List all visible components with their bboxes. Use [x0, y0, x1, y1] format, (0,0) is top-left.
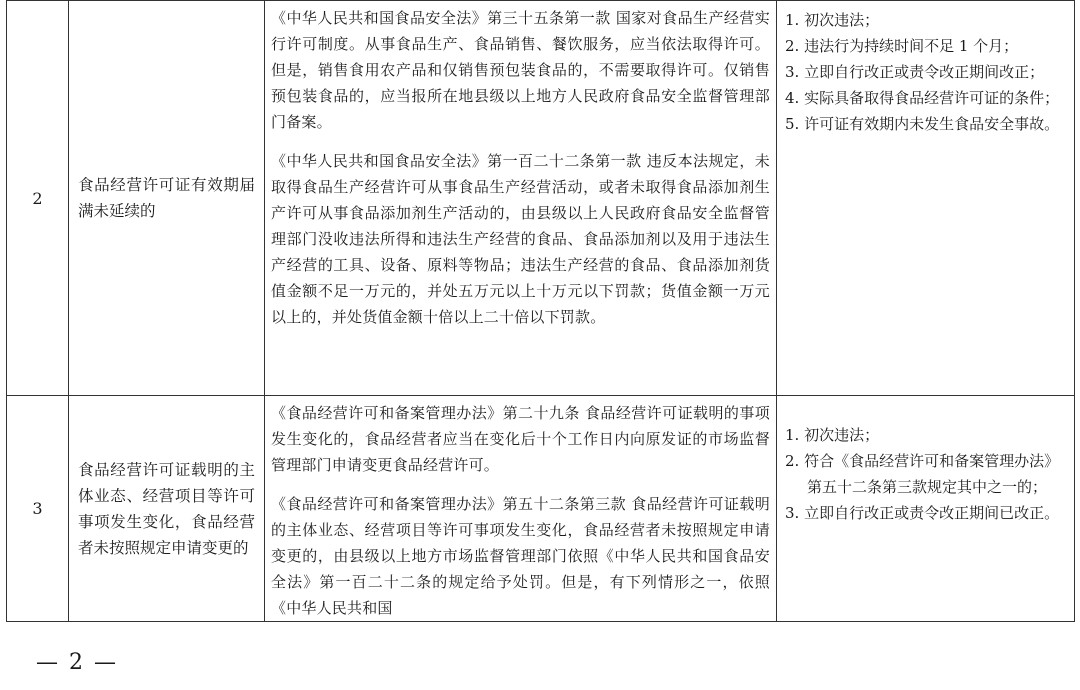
violation-case-text: 食品经营许可证载明的主体业态、经营项目等许可事项发生变化，食品经营者未按照规定申请变更的 — [78, 460, 255, 557]
condition-item: 1. 初次违法； — [785, 11, 880, 29]
condition-item: 5. 许可证有效期内未发生食品安全事故。 — [785, 115, 1060, 133]
table-row — [7, 1, 1075, 396]
legal-basis-paragraph: 《食品经营许可和备案管理办法》第五十二条第三款 食品经营许可证载明的主体业态、经营项目等许可事项发生变化，食品经营者未按照规定申请变更的，由县级以上地方市场监督管理部门依照《中华人民共和国食品安全法》第一百二十二条的规定给予处罚。但是，有下列情形之一，依照《中华人民共和国 — [271, 495, 770, 617]
legal-basis — [265, 1, 777, 396]
exemption-conditions — [777, 396, 1075, 622]
violation-case-text: 食品经营许可证有效期届满未延续的 — [78, 176, 255, 220]
condition-item: 2. 符合《食品经营许可和备案管理办法》第五十二条第三款规定其中之一的； — [785, 452, 1060, 496]
condition-item: 1. 初次违法； — [785, 426, 880, 444]
violation-case — [69, 396, 265, 622]
condition-list — [785, 422, 1070, 526]
legal-basis-paragraph: 《中华人民共和国食品安全法》第三十五条第一款 国家对食品生产经营实行许可制度。从事食品生产、食品销售、餐饮服务，应当依法取得许可。但是，销售食用农产品和仅销售预包装食品的，不需要取得许可。仅销售预包装食品的，应当报所在地县级以上地方人民政府食品安全监督管理部门备案。 — [271, 9, 770, 131]
row-number: 3 — [7, 396, 69, 622]
page-number: — 2 — — [36, 650, 118, 675]
table-row — [7, 396, 1075, 622]
legal-basis — [265, 396, 777, 622]
condition-list — [785, 7, 1070, 137]
legal-basis-paragraph: 《食品经营许可和备案管理办法》第二十九条 食品经营许可证载明的事项发生变化的，食品经营者应当在变化后十个工作日内向原发证的市场监督管理部门申请变更食品经营许可。 — [271, 404, 770, 474]
condition-item: 2. 违法行为持续时间不足 1 个月； — [785, 37, 1019, 55]
condition-item: 3. 立即自行改正或责令改正期间改正； — [785, 63, 1045, 81]
violation-case — [69, 1, 265, 396]
row-number: 2 — [7, 1, 69, 396]
penalty-exemption-table — [6, 0, 1075, 622]
condition-item: 3. 立即自行改正或责令改正期间已改正。 — [785, 504, 1060, 522]
condition-item: 4. 实际具备取得食品经营许可证的条件； — [785, 89, 1060, 107]
exemption-conditions — [777, 1, 1075, 396]
legal-basis-paragraph: 《中华人民共和国食品安全法》第一百二十二条第一款 违反本法规定，未取得食品生产经营许可从事食品生产经营活动，或者未取得食品添加剂生产许可从事食品添加剂生产活动的，由县级以上人民政府食品安全监督管理部门没收违法所得和违法生产经营的食品、食品添加剂以及用于违法生产经营的工具、设备、原料等物品；违法生产经营的食品、食品添加剂货值金额不足一万元的，并处五万元以上十万元以下罚款；货值金额一万元以上的，并处货值金额十倍以上二十倍以下罚款。 — [271, 152, 770, 326]
